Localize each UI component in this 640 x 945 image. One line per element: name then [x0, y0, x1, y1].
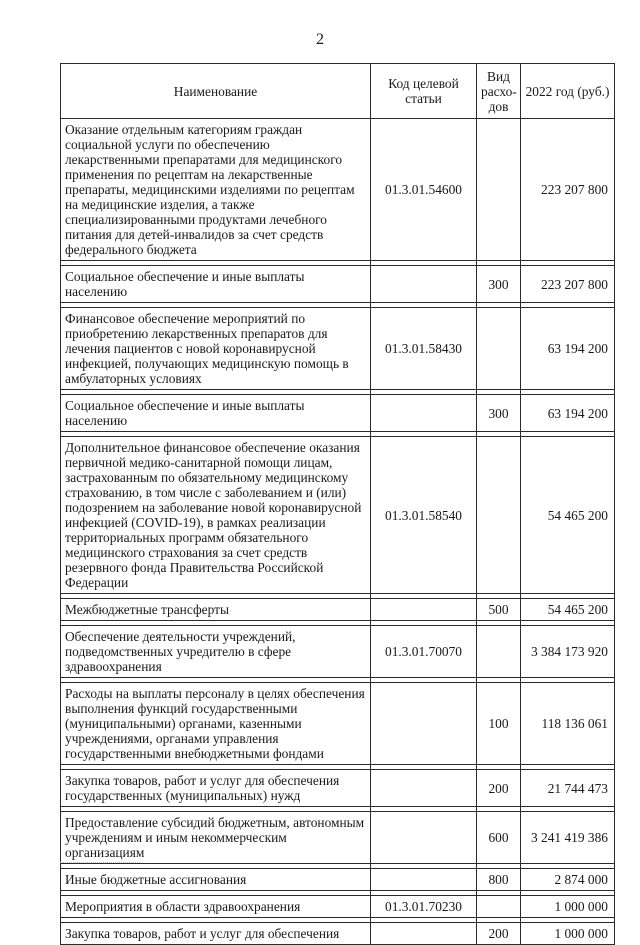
row-code — [371, 266, 477, 303]
table-row — [61, 626, 615, 678]
table-row — [61, 308, 615, 390]
row-code — [371, 869, 477, 891]
row-amount: 63 194 200 — [521, 308, 615, 390]
header-type: Вид расхо-дов — [477, 64, 521, 119]
row-amount: 54 465 200 — [521, 437, 615, 594]
row-code — [371, 599, 477, 621]
row-type: 300 — [477, 395, 521, 432]
header-amount: 2022 год (руб.) — [521, 64, 615, 119]
table-row — [61, 266, 615, 303]
row-amount: 223 207 800 — [521, 266, 615, 303]
row-amount: 118 136 061 — [521, 683, 615, 765]
row-type: 500 — [477, 599, 521, 621]
row-code: 01.3.01.70070 — [371, 626, 477, 678]
table-row — [61, 395, 615, 432]
row-type — [477, 896, 521, 918]
table-header-row — [61, 64, 615, 119]
row-code — [371, 770, 477, 807]
row-code: 01.3.01.58540 — [371, 437, 477, 594]
row-code: 01.3.01.54600 — [371, 119, 477, 261]
row-name: Социальное обеспечение и иные выплаты населению — [61, 395, 371, 432]
row-type: 800 — [477, 869, 521, 891]
row-name: Дополнительное финансовое обеспечение оказания первичной медико-санитарной помощи лицам, застрахованным по обязательному медицинскому страхованию, в том числе с заболеванием и (или) подозрением на заболевание новой коронавирусной инфекцией (COVID-19), в рамках реализации территориальных программ обязательного медицинского страхования за счет средств резервного фонда Правительства Российской Федерации — [61, 437, 371, 594]
row-amount: 1 000 000 — [521, 896, 615, 918]
header-code: Код целевой статьи — [371, 64, 477, 119]
table-row — [61, 812, 615, 864]
row-type: 200 — [477, 923, 521, 945]
header-name: Наименование — [61, 64, 371, 119]
table-row — [61, 923, 615, 945]
table-row — [61, 896, 615, 918]
row-amount: 3 384 173 920 — [521, 626, 615, 678]
row-type — [477, 626, 521, 678]
row-type: 200 — [477, 770, 521, 807]
row-type — [477, 119, 521, 261]
row-name: Расходы на выплаты персоналу в целях обеспечения выполнения функций государственными (муниципальными) органами, казенными учреждениями, органами управления государственными внебюджетными фондами — [61, 683, 371, 765]
row-amount: 21 744 473 — [521, 770, 615, 807]
row-code: 01.3.01.70230 — [371, 896, 477, 918]
row-name: Предоставление субсидий бюджетным, автономным учреждениям и иным некоммерческим организациям — [61, 812, 371, 864]
row-code — [371, 812, 477, 864]
row-code: 01.3.01.58430 — [371, 308, 477, 390]
row-name: Иные бюджетные ассигнования — [61, 869, 371, 891]
table-row — [61, 119, 615, 261]
row-type: 600 — [477, 812, 521, 864]
row-amount: 54 465 200 — [521, 599, 615, 621]
row-amount: 223 207 800 — [521, 119, 615, 261]
table-row — [61, 869, 615, 891]
row-type — [477, 437, 521, 594]
row-type: 300 — [477, 266, 521, 303]
budget-table — [60, 63, 615, 945]
row-code — [371, 683, 477, 765]
row-name: Оказание отдельным категориям граждан социальной услуги по обеспечению лекарственными препаратами для медицинского применения по рецептам на лекарственные препараты, медицинскими изделиями по рецептам на медицинские изделия, а также специализированными продуктами лечебного питания для детей-инвалидов за счет средств федерального бюджета — [61, 119, 371, 261]
row-amount: 63 194 200 — [521, 395, 615, 432]
row-type — [477, 308, 521, 390]
row-type: 100 — [477, 683, 521, 765]
row-code — [371, 923, 477, 945]
row-name: Закупка товаров, работ и услуг для обеспечения государственных (муниципальных) нужд — [61, 770, 371, 807]
row-name: Закупка товаров, работ и услуг для обеспечения — [61, 923, 371, 945]
table-row — [61, 437, 615, 594]
row-name: Социальное обеспечение и иные выплаты населению — [61, 266, 371, 303]
row-name: Межбюджетные трансферты — [61, 599, 371, 621]
table-row — [61, 683, 615, 765]
row-name: Мероприятия в области здравоохранения — [61, 896, 371, 918]
row-amount: 3 241 419 386 — [521, 812, 615, 864]
page-number: 2 — [316, 31, 324, 48]
row-name: Обеспечение деятельности учреждений, подведомственных учредителю в сфере здравоохранения — [61, 626, 371, 678]
table-row — [61, 599, 615, 621]
scan-specks — [60, 862, 140, 864]
row-code — [371, 395, 477, 432]
row-amount: 2 874 000 — [521, 869, 615, 891]
row-amount: 1 000 000 — [521, 923, 615, 945]
row-name: Финансовое обеспечение мероприятий по приобретению лекарственных препаратов для лечения пациентов с новой коронавирусной инфекцией, получающих медицинскую помощь в амбулаторных условиях — [61, 308, 371, 390]
table-row — [61, 770, 615, 807]
